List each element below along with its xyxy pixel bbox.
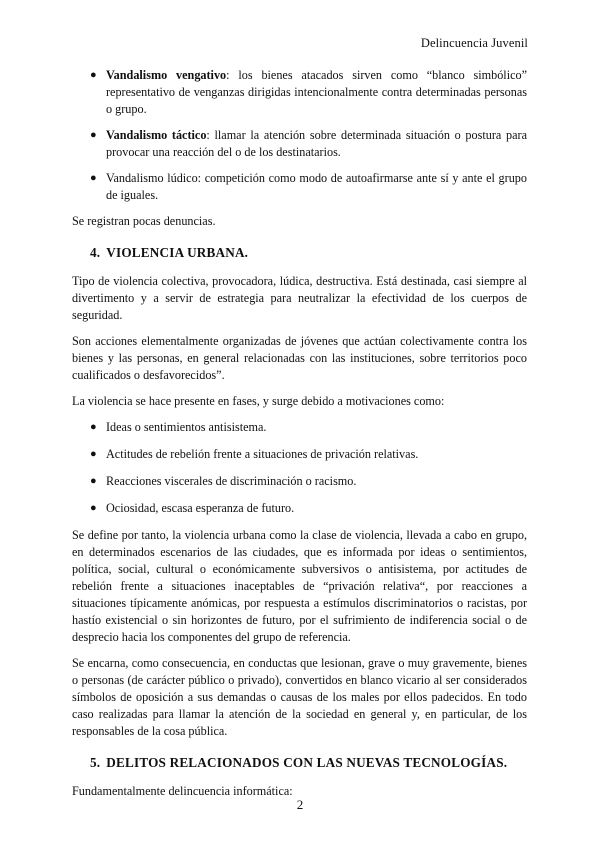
section-title: DELITOS RELACIONADOS CON LAS NUEVAS TECNOLOGÍAS. xyxy=(106,755,508,770)
list-item-text: Actitudes de rebelión frente a situaciones de privación relativas. xyxy=(106,447,419,461)
list-item-term: Vandalismo táctico xyxy=(106,128,207,142)
list-item xyxy=(72,419,527,436)
list-item-text: Reacciones viscerales de discriminación o racismo. xyxy=(106,474,357,488)
bullet-icon: ● xyxy=(90,172,97,184)
page-body xyxy=(72,67,527,809)
section-heading-5 xyxy=(90,754,527,771)
bullet-icon: ● xyxy=(90,129,97,141)
paragraph-encarna: Se encarna, como consecuencia, en conductas que lesionan, grave o muy gravemente, bienes o personas (de carácter público o privado), convertidos en blanco vicario al ser considerados símbolos de oposición a sus demandas o causas de los males por ellos padecidos. En todo caso realizadas para llamar la atención de la sociedad en general y, en particular, de los responsables de la cosa pública. xyxy=(72,656,527,738)
list-item xyxy=(72,473,527,490)
list-item-text: Ociosidad, escasa esperanza de futuro. xyxy=(106,501,295,515)
list-item xyxy=(72,500,527,517)
list-item-text: Ideas o sentimientos antisistema. xyxy=(106,420,267,434)
section-number: 4. xyxy=(90,245,101,260)
motivations-list xyxy=(72,419,527,517)
paragraph-fases: La violencia se hace presente en fases, y surge debido a motivaciones como: xyxy=(72,394,445,408)
section-number: 5. xyxy=(90,755,101,770)
vandalism-types-list xyxy=(72,67,527,204)
page-number: 2 xyxy=(296,797,304,812)
list-item-text: Vandalismo lúdico: competición como modo de autoafirmarse ante sí y ante el grupo de iguales. xyxy=(106,171,527,202)
section-heading-4 xyxy=(90,244,527,261)
paragraph-acciones: Son acciones elementalmente organizadas de jóvenes que actúan colectivamente contra los bienes y las personas, en general relacionadas con las instituciones, sobre territorios poco cualificados o desfavorecidos”. xyxy=(72,334,527,382)
list-item xyxy=(72,446,527,463)
list-item xyxy=(72,127,527,161)
paragraph-define: Se define por tanto, la violencia urbana como la clase de violencia, llevada a cabo en grupo, en determinados escenarios de las ciudades, que es informada por ideas o sentimientos, política, social, cultural o económicamente subversivos o antisistema, por actitudes de rebelión frente a situaciones inaceptables de “privación relativa“, por reacciones a situaciones típicamente anómicas, por respuesta a estímulos discriminatorios o racistas, por hastío existencial o sin horizontes de futuro, por el sufrimiento de indiferencia social o de desprecio hacia los componentes del grupo de referencia. xyxy=(72,528,527,644)
bullet-icon: ● xyxy=(90,502,97,514)
paragraph-denuncias: Se registran pocas denuncias. xyxy=(72,214,216,228)
list-item xyxy=(72,67,527,118)
paragraph-tipo: Tipo de violencia colectiva, provocadora, lúdica, destructiva. Está destinada, casi siempre al divertimento y a servir de estrategia para neutralizar la efectividad de los cuerpos de seguridad. xyxy=(72,274,527,322)
list-item-term: Vandalismo vengativo xyxy=(106,68,227,82)
bullet-icon: ● xyxy=(90,475,97,487)
paragraph-informatica: Fundamentalmente delincuencia informática: xyxy=(72,784,293,798)
list-item-text: : los bienes atacados sirven como “blanco simbólico” representativo de venganzas dirigidas intencionalmente contra determinadas personas o grupo. xyxy=(106,68,527,116)
list-item xyxy=(72,170,527,204)
running-header: Delincuencia Juvenil xyxy=(420,36,528,50)
list-item-text: : llamar la atención sobre determinada situación o postura para provocar una reacción del o de los destinatarios. xyxy=(106,128,527,159)
section-title: VIOLENCIA URBANA. xyxy=(106,245,249,260)
bullet-icon: ● xyxy=(90,69,97,81)
bullet-icon: ● xyxy=(90,448,97,460)
bullet-icon: ● xyxy=(90,421,97,433)
